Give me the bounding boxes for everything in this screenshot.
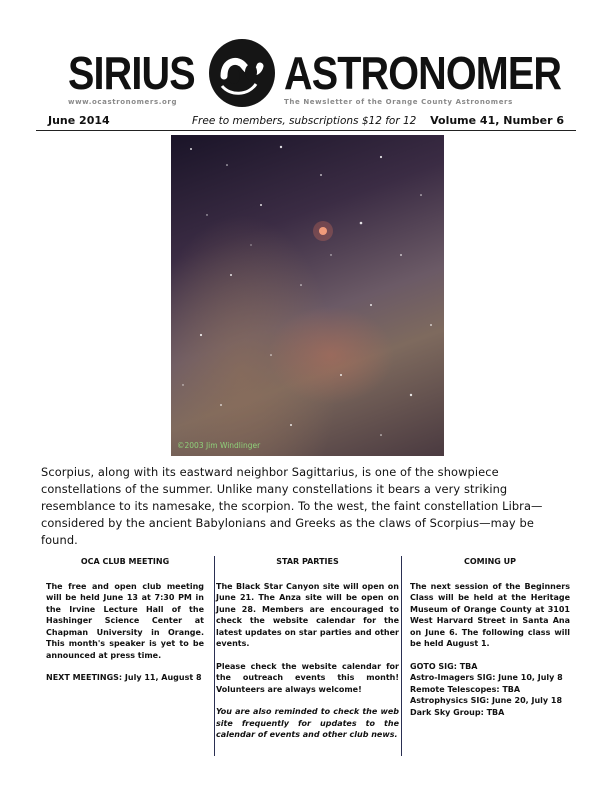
scorpius-photo — [171, 135, 444, 456]
sig-list — [410, 661, 570, 719]
star-field — [171, 135, 444, 456]
sig-list-item: GOTO SIG: TBA — [410, 661, 478, 671]
subscription-note: Free to members, subscriptions $12 for 12 — [192, 115, 417, 127]
sig-list-item: Astro-Imagers SIG: June 10, July 8 — [410, 673, 563, 682]
news-columns — [36, 556, 576, 756]
star-parties-heading: STAR PARTIES — [276, 557, 339, 566]
masthead-title-left: SIRIUS — [68, 47, 195, 99]
sig-list-item: Dark Sky Group: TBA — [410, 707, 505, 717]
issue-info-bar — [36, 114, 576, 131]
beginners-class-text: The next session of the Beginners Class will be held at the Heritage Museum of Orange County at 3101 West Harvard Street in Santa Ana on June 6. The following class will be held August 1. — [410, 581, 570, 648]
website-url[interactable]: www.ocastronomers.org — [68, 98, 178, 106]
oca-logo-icon — [204, 36, 280, 110]
photo-caption: Scorpius, along with its eastward neighbor Sagittarius, is one of the showpiece constellations of the summer. Unlike many constellations it bears a very striking resemblance to its namesake, the scorpion. To the west, the faint constellation Libra—considered by the ancient Babylonians and Greeks as the claws of Scorpius—may be found. — [41, 465, 543, 547]
issue-date: June 2014 — [48, 114, 110, 127]
club-meeting-heading: OCA CLUB MEETING — [80, 557, 170, 566]
column-divider — [214, 556, 215, 756]
coming-up-heading: COMING UP — [463, 557, 516, 566]
star-parties-text: The Black Star Canyon site will open on June 21. The Anza site will be open on June 28. Members are encouraged to check the website calendar for the latest updates on star parties and other events. — [216, 581, 399, 648]
volume-number: Volume 41, Number 6 — [430, 114, 564, 127]
coming-up-column — [410, 556, 570, 756]
outreach-text: Please check the website calendar for the outreach events this month! Volunteers are always welcome! — [216, 661, 399, 694]
star-parties-column — [216, 556, 399, 756]
masthead-title-right: ASTRONOMER — [284, 47, 562, 99]
masthead — [66, 36, 562, 108]
sig-list-item: Astrophysics SIG: June 20, July 18 — [410, 696, 563, 705]
photo-credit: ©2003 Jim Windlinger — [177, 441, 261, 450]
column-divider — [401, 556, 402, 756]
club-meeting-column — [46, 556, 204, 756]
newsletter-tagline: The Newsletter of the Orange County Astronomers — [284, 98, 513, 106]
sig-list-item: Remote Telescopes: TBA — [410, 684, 521, 694]
club-meeting-text: The free and open club meeting will be held June 13 at 7:30 PM in the Irvine Lecture Hall of the Hashinger Science Center at Chapman University in Orange. This month's speaker is yet to be announced at press time. — [46, 581, 204, 660]
website-reminder-text: You are also reminded to check the web site frequently for updates to the calendar of events and other club news. — [216, 707, 399, 739]
next-meetings-text: NEXT MEETINGS: July 11, August 8 — [46, 673, 202, 682]
